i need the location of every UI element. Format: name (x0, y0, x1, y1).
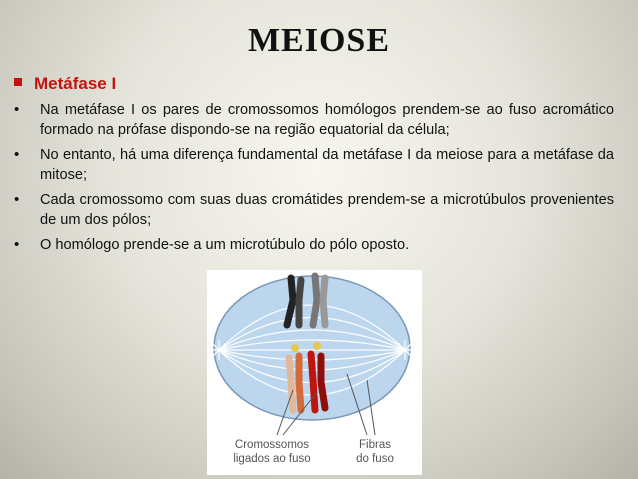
list-item (14, 100, 614, 140)
caption-spindle-fibers (345, 438, 405, 466)
bullet-dot-icon: • (14, 191, 20, 208)
right-pole (395, 340, 415, 360)
square-bullet-icon (14, 78, 22, 86)
list-item (14, 190, 614, 230)
bullet-text: No entanto, há uma diferença fundamental da metáfase I da meiose para a metáfase da mitose; (40, 147, 614, 183)
bullet-dot-icon: • (14, 146, 20, 163)
caption-chromosomes (217, 438, 327, 466)
centromere (313, 342, 321, 350)
section-heading-text: Metáfase I (34, 74, 117, 93)
caption-line: do fuso (356, 453, 394, 465)
slide-title: MEIOSE (247, 22, 391, 59)
bullet-text: Na metáfase I os pares de cromossomos homólogos prendem-se ao fuso acromático formado na prófase dispondo-se na região equatorial da célula; (40, 102, 614, 138)
list-item (14, 235, 614, 255)
centromere (291, 344, 299, 352)
bullet-dot-icon: • (14, 101, 20, 118)
caption-line: Cromossomos (234, 439, 310, 451)
left-pole (209, 340, 229, 360)
section-heading (14, 74, 116, 94)
bullet-text: Cada cromossomo com suas duas cromátides prendem-se a microtúbulos provenientes de um dos pólos; (40, 192, 614, 228)
caption-line: ligados ao fuso (233, 453, 311, 465)
list-item (14, 145, 614, 185)
bullet-dot-icon: • (14, 236, 20, 253)
metaphase-illustration (207, 270, 422, 475)
caption-line: Fibras (359, 439, 391, 451)
bullet-list (14, 100, 614, 260)
bullet-text: O homólogo prende-se a um microtúbulo do pólo oposto. (40, 237, 410, 253)
